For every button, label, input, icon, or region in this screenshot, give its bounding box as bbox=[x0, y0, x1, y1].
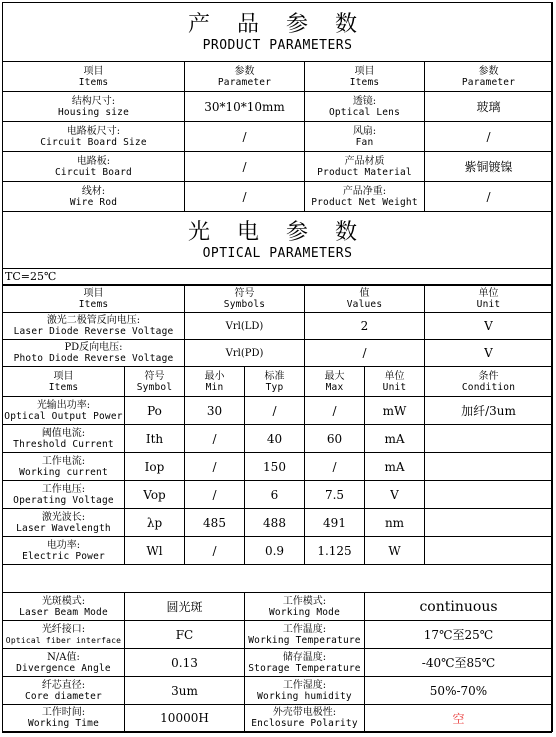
sym-header bbox=[185, 286, 305, 313]
product-header-items bbox=[3, 62, 185, 92]
row-value: 30*10*10mm bbox=[185, 92, 305, 122]
row-label bbox=[3, 481, 125, 509]
header-cn: 标准 bbox=[264, 370, 285, 382]
label-en: Threshold Current bbox=[13, 438, 114, 450]
header-en: Unit bbox=[476, 299, 501, 310]
header-cn: 单位 bbox=[478, 288, 499, 299]
row-label bbox=[3, 509, 125, 537]
optical-title-en: OPTICAL PARAMETERS bbox=[202, 245, 353, 261]
product-header-parameter bbox=[185, 62, 305, 92]
header-cn: 项目 bbox=[53, 370, 74, 382]
typ-cell: 0.9 bbox=[245, 537, 305, 565]
row-value: 紫铜镀镍 bbox=[425, 152, 553, 182]
header-en: Parameter bbox=[217, 76, 272, 88]
row-label bbox=[3, 593, 125, 621]
label-en: Working current bbox=[19, 466, 108, 478]
label-en: Storage Temperature bbox=[248, 662, 361, 674]
table-row bbox=[3, 453, 553, 481]
row-value: 17℃至25℃ bbox=[365, 621, 553, 649]
label-cn: 工作电压: bbox=[41, 483, 86, 495]
label-cn: 阈值电流: bbox=[41, 427, 86, 439]
max-cell: 60 bbox=[305, 425, 365, 453]
typ-cell: 6 bbox=[245, 481, 305, 509]
label-cn: 结构尺寸: bbox=[71, 95, 116, 107]
table-row bbox=[3, 313, 553, 340]
header-cn: 单位 bbox=[384, 370, 405, 382]
min-cell: 485 bbox=[185, 509, 245, 537]
label-cn: 外壳带电极性: bbox=[272, 707, 337, 718]
header-cn: 项目 bbox=[83, 65, 104, 77]
symbol-cell: λp bbox=[125, 509, 185, 537]
test-condition: TC=25℃ bbox=[3, 269, 553, 285]
row-label bbox=[3, 537, 125, 565]
label-cn: 工作时间: bbox=[41, 707, 86, 718]
header-cn: 值 bbox=[359, 288, 370, 299]
label-en: Product Net Weight bbox=[311, 196, 418, 208]
label-en: Fan bbox=[355, 136, 374, 148]
label-en: Optical Output Power bbox=[4, 410, 123, 422]
row-label bbox=[305, 122, 425, 152]
header-cn: 最大 bbox=[324, 370, 345, 382]
symbol-cell: Wl bbox=[125, 537, 185, 565]
row-label bbox=[3, 152, 185, 182]
spec-header bbox=[425, 367, 553, 397]
unit-cell: V bbox=[425, 313, 553, 340]
label-en: Working Mode bbox=[268, 606, 341, 618]
unit-cell: nm bbox=[365, 509, 425, 537]
label-cn: 光纤接口: bbox=[41, 623, 86, 635]
product-row bbox=[3, 152, 553, 182]
label-cn: 产品材质 bbox=[344, 155, 385, 167]
min-cell: / bbox=[185, 453, 245, 481]
polarity-value: 空 bbox=[365, 705, 553, 732]
row-value: -40℃至85℃ bbox=[365, 649, 553, 677]
max-cell: 491 bbox=[305, 509, 365, 537]
symbol-cell: Iop bbox=[125, 453, 185, 481]
symbol-cell: Ith bbox=[125, 425, 185, 453]
unit-cell: V bbox=[425, 340, 553, 367]
header-en: Condition bbox=[461, 381, 516, 393]
row-label bbox=[3, 453, 125, 481]
header-en: Symbol bbox=[136, 381, 173, 393]
unit-cell: V bbox=[365, 481, 425, 509]
label-cn: 工作电流: bbox=[41, 455, 86, 467]
label-en: Circuit Board bbox=[55, 166, 132, 178]
row-label bbox=[3, 677, 125, 705]
header-en: Items bbox=[78, 299, 109, 310]
label-en: Operating Voltage bbox=[13, 494, 114, 506]
header-en: Values bbox=[346, 299, 383, 310]
label-cn: 激光波长: bbox=[41, 511, 86, 523]
reverse-voltage-table bbox=[2, 285, 553, 367]
typ-cell: 488 bbox=[245, 509, 305, 537]
table-row bbox=[3, 705, 553, 732]
row-value: / bbox=[185, 122, 305, 152]
spec-header bbox=[185, 367, 245, 397]
spec-header bbox=[125, 367, 185, 397]
label-cn: 纤芯直径: bbox=[41, 679, 86, 691]
product-title-en: PRODUCT PARAMETERS bbox=[202, 37, 353, 53]
row-label bbox=[3, 649, 125, 677]
header-cn: 符号 bbox=[144, 370, 165, 382]
label-en: Product Material bbox=[317, 166, 412, 178]
min-cell: / bbox=[185, 425, 245, 453]
label-en: Circuit Board Size bbox=[40, 136, 147, 148]
value-cell: / bbox=[305, 340, 425, 367]
row-label bbox=[305, 152, 425, 182]
product-title-cell bbox=[3, 3, 553, 62]
table-row bbox=[3, 621, 553, 649]
row-value: 玻璃 bbox=[425, 92, 553, 122]
spec-header bbox=[3, 367, 125, 397]
label-cn: 电路板尺寸: bbox=[66, 125, 121, 137]
label-en: Housing size bbox=[57, 106, 130, 118]
condition-cell: 加纤/3um bbox=[425, 397, 553, 425]
table-row bbox=[3, 509, 553, 537]
label-en: Core diameter bbox=[25, 690, 102, 702]
table-row bbox=[3, 340, 553, 367]
product-row bbox=[3, 92, 553, 122]
row-value: FC bbox=[125, 621, 245, 649]
label-cn: 光输出功率: bbox=[36, 399, 91, 411]
label-en: Photo Diode Reverse Voltage bbox=[13, 353, 174, 364]
row-label bbox=[305, 92, 425, 122]
header-cn: 最小 bbox=[204, 370, 225, 382]
label-cn: 产品净重: bbox=[342, 185, 387, 197]
header-en: Parameter bbox=[461, 76, 516, 88]
row-label bbox=[3, 705, 125, 732]
row-value: 50%-70% bbox=[365, 677, 553, 705]
label-cn: 风扇: bbox=[352, 125, 377, 137]
row-label bbox=[245, 677, 365, 705]
min-cell: 30 bbox=[185, 397, 245, 425]
row-label bbox=[245, 621, 365, 649]
row-value: continuous bbox=[365, 593, 553, 621]
table-row bbox=[3, 397, 553, 425]
header-en: Items bbox=[48, 381, 79, 393]
table-row bbox=[3, 425, 553, 453]
product-title-cn: 产 品 参 数 bbox=[188, 11, 368, 37]
label-cn: 工作温度: bbox=[282, 623, 327, 635]
symbol-cell: Po bbox=[125, 397, 185, 425]
row-label bbox=[3, 122, 185, 152]
header-cn: 参数 bbox=[478, 65, 499, 77]
label-cn: 电路板: bbox=[76, 155, 111, 167]
product-row bbox=[3, 182, 553, 212]
condition-cell bbox=[425, 425, 553, 453]
header-cn: 项目 bbox=[83, 288, 104, 299]
header-cn: 项目 bbox=[354, 65, 375, 77]
row-value: 3um bbox=[125, 677, 245, 705]
unit-cell: mA bbox=[365, 453, 425, 481]
unit-cell: W bbox=[365, 537, 425, 565]
spec-header bbox=[245, 367, 305, 397]
label-en: Laser Wavelength bbox=[16, 522, 111, 534]
label-en: Working Temperature bbox=[248, 634, 361, 646]
row-value: 0.13 bbox=[125, 649, 245, 677]
label-en: Divergence Angle bbox=[16, 662, 111, 674]
row-value: / bbox=[425, 182, 553, 212]
label-cn: 光斑模式: bbox=[41, 595, 86, 607]
row-label bbox=[3, 340, 185, 367]
spec-header bbox=[365, 367, 425, 397]
row-value: / bbox=[185, 182, 305, 212]
label-en: Wire Rod bbox=[69, 196, 118, 208]
header-en: Max bbox=[325, 381, 344, 393]
product-row bbox=[3, 122, 553, 152]
row-label bbox=[3, 397, 125, 425]
header-cn: 符号 bbox=[234, 288, 255, 299]
max-cell: / bbox=[305, 397, 365, 425]
header-en: Min bbox=[205, 381, 224, 393]
table-row bbox=[3, 537, 553, 565]
header-en: Symbols bbox=[223, 299, 266, 310]
row-label bbox=[3, 621, 125, 649]
condition-cell bbox=[425, 537, 553, 565]
header-cn: 参数 bbox=[234, 65, 255, 77]
label-en: Enclosure Polarity bbox=[251, 718, 358, 729]
row-label bbox=[3, 425, 125, 453]
row-value: / bbox=[185, 152, 305, 182]
label-en: Optical fiber interface bbox=[5, 635, 122, 645]
max-cell: 1.125 bbox=[305, 537, 365, 565]
typ-cell: 40 bbox=[245, 425, 305, 453]
symbol-cell: Vrl(LD) bbox=[185, 313, 305, 340]
condition-cell bbox=[425, 453, 553, 481]
label-en: Laser Diode Reverse Voltage bbox=[13, 326, 174, 337]
optical-spec-table bbox=[2, 366, 553, 593]
label-en: Working humidity bbox=[257, 690, 352, 702]
sym-header bbox=[425, 286, 553, 313]
label-cn: 工作湿度: bbox=[282, 679, 327, 691]
row-value: / bbox=[425, 122, 553, 152]
row-label bbox=[3, 92, 185, 122]
label-cn: 透镜: bbox=[352, 95, 377, 107]
typ-cell: 150 bbox=[245, 453, 305, 481]
symbol-cell: Vop bbox=[125, 481, 185, 509]
product-header-items bbox=[305, 62, 425, 92]
table-row bbox=[3, 593, 553, 621]
condition-cell bbox=[425, 509, 553, 537]
label-en: Electric Power bbox=[22, 550, 105, 562]
header-en: Typ bbox=[265, 381, 284, 393]
condition-cell bbox=[425, 481, 553, 509]
optical-title-cn: 光 电 参 数 bbox=[188, 219, 368, 245]
sym-header bbox=[3, 286, 185, 313]
value-cell: 2 bbox=[305, 313, 425, 340]
optical-title-cell bbox=[3, 212, 553, 269]
label-cn: PD反向电压: bbox=[64, 342, 123, 353]
misc-parameters-table bbox=[2, 592, 553, 732]
row-value: 圆光斑 bbox=[125, 593, 245, 621]
symbol-cell: Vrl(PD) bbox=[185, 340, 305, 367]
row-label bbox=[3, 313, 185, 340]
typ-cell: / bbox=[245, 397, 305, 425]
max-cell: 7.5 bbox=[305, 481, 365, 509]
unit-cell: mA bbox=[365, 425, 425, 453]
min-cell: / bbox=[185, 537, 245, 565]
row-label bbox=[245, 649, 365, 677]
min-cell: / bbox=[185, 481, 245, 509]
sym-header bbox=[305, 286, 425, 313]
row-label bbox=[305, 182, 425, 212]
label-cn: 线材: bbox=[81, 185, 106, 197]
row-value: 10000H bbox=[125, 705, 245, 732]
header-en: Items bbox=[78, 76, 109, 88]
header-cn: 条件 bbox=[478, 370, 499, 382]
label-en: Optical Lens bbox=[328, 106, 401, 118]
table-row bbox=[3, 481, 553, 509]
header-en: Items bbox=[349, 76, 380, 88]
label-en: Laser Beam Mode bbox=[19, 606, 108, 618]
row-label bbox=[245, 593, 365, 621]
max-cell: / bbox=[305, 453, 365, 481]
spec-header bbox=[305, 367, 365, 397]
table-row bbox=[3, 649, 553, 677]
label-cn: N/A值: bbox=[47, 651, 80, 663]
label-en: Working Time bbox=[27, 718, 100, 729]
row-label bbox=[245, 705, 365, 732]
header-en: Unit bbox=[382, 381, 407, 393]
label-cn: 电功率: bbox=[46, 539, 81, 551]
product-parameters-table bbox=[2, 2, 553, 285]
label-cn: 储存温度: bbox=[282, 651, 327, 663]
label-cn: 激光二极管反向电压: bbox=[46, 315, 141, 326]
unit-cell: mW bbox=[365, 397, 425, 425]
product-header-parameter bbox=[425, 62, 553, 92]
row-label bbox=[3, 182, 185, 212]
table-row bbox=[3, 677, 553, 705]
label-cn: 工作模式: bbox=[282, 595, 327, 607]
spacer-row bbox=[3, 565, 553, 593]
